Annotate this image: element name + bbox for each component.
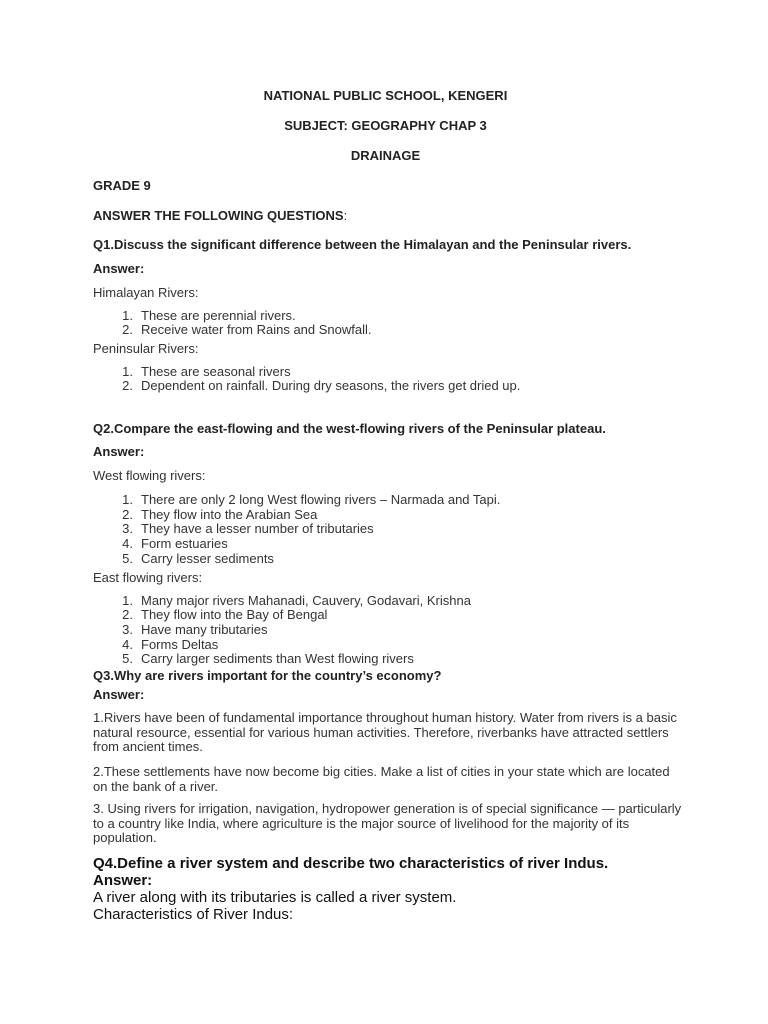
- q3-paragraph-2: 2.These settlements have now become big cities. Make a list of cities in your state which are located on the bank of a river.: [93, 764, 670, 794]
- list-item: 2. Receive water from Rains and Snowfall.: [122, 322, 372, 337]
- q3-paragraph-1: 1.Rivers have been of fundamental importance throughout human history. Water from rivers is a basic natural resource, essential for various human activities. Therefore, riverbanks have attracted settlers from ancient times.: [93, 710, 677, 755]
- list-item: 3. Have many tributaries: [122, 622, 268, 637]
- school-title: NATIONAL PUBLIC SCHOOL, KENGERI: [263, 88, 508, 103]
- subject-title: SUBJECT: GEOGRAPHY CHAP 3: [284, 118, 487, 133]
- east-heading: East flowing rivers:: [93, 570, 203, 585]
- list-item: 1. There are only 2 long West flowing rivers – Narmada and Tapi.: [122, 492, 501, 507]
- list-item: 3. They have a lesser number of tributaries: [122, 521, 374, 536]
- instruction-line: [93, 208, 347, 223]
- q3-paragraph-3: 3. Using rivers for irrigation, navigation, hydropower generation is of special significance — particularly to a country like India, where agriculture is the major source of livelihood for the majority of its population.: [93, 801, 682, 846]
- q4-answer-text: A river along with its tributaries is called a river system.: [93, 889, 457, 906]
- list-item: 5. Carry lesser sediments: [122, 551, 274, 566]
- q3-question: Q3.Why are rivers important for the country’s economy?: [93, 668, 442, 683]
- himalayan-heading: Himalayan Rivers:: [93, 285, 199, 300]
- list-item: 4. Forms Deltas: [122, 637, 219, 652]
- peninsular-heading: Peninsular Rivers:: [93, 341, 199, 356]
- list-item: 1. These are seasonal rivers: [122, 364, 291, 379]
- q4-characteristics-heading: Characteristics of River Indus:: [93, 906, 294, 923]
- instruction-colon: :: [343, 208, 348, 223]
- list-item: 5. Carry larger sediments than West flowing rivers: [122, 651, 414, 666]
- q4-question: Q4.Define a river system and describe two characteristics of river Indus.: [93, 855, 609, 872]
- chapter-title: DRAINAGE: [350, 148, 421, 163]
- grade-label: GRADE 9: [93, 178, 151, 193]
- list-item: 1. Many major rivers Mahanadi, Cauvery, Godavari, Krishna: [122, 593, 471, 608]
- q2-question: Q2.Compare the east-flowing and the west-flowing rivers of the Peninsular plateau.: [93, 421, 606, 436]
- q1-answer-label: Answer:: [93, 261, 145, 276]
- list-item: 1. These are perennial rivers.: [122, 308, 296, 323]
- q2-answer-label: Answer:: [93, 444, 145, 459]
- q3-answer-label: Answer:: [93, 687, 145, 702]
- instruction-text: ANSWER THE FOLLOWING QUESTIONS: [93, 208, 344, 223]
- q1-question: Q1.Discuss the significant difference between the Himalayan and the Peninsular rivers.: [93, 237, 632, 252]
- list-item: 2. They flow into the Bay of Bengal: [122, 607, 328, 622]
- q4-answer-label: Answer:: [93, 872, 153, 889]
- list-item: 2. Dependent on rainfall. During dry seasons, the rivers get dried up.: [122, 378, 521, 393]
- list-item: 2. They flow into the Arabian Sea: [122, 507, 318, 522]
- west-heading: West flowing rivers:: [93, 468, 206, 483]
- list-item: 4. Form estuaries: [122, 536, 228, 551]
